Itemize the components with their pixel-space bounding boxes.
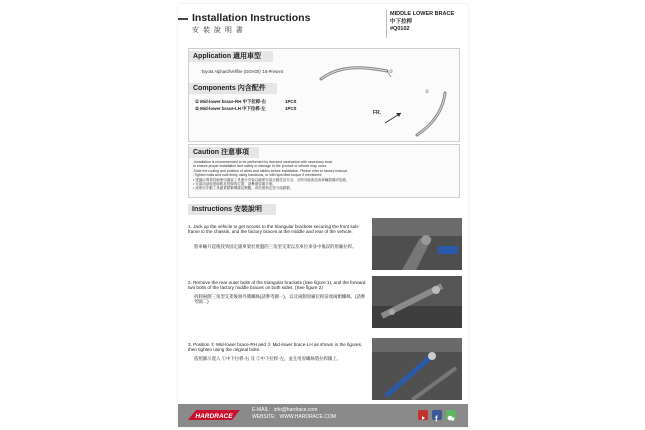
- footer: [178, 404, 468, 427]
- step-3-text: 3. Position ① Mid-lower brace-RH and ② Mid-lower brace-LH as shown in the figures, then tighten using the original bolts.: [188, 342, 363, 353]
- caution-line: • 安裝前請留意線路及管線的位置，請參照原廠手冊。: [193, 182, 276, 187]
- step-2-text-cn: 拆卸兩側三角型支架後端外側螺絲(請參考圖一)，以及兩側原廠拉桿前端兩顆螺絲。(請參考圖二): [194, 294, 366, 305]
- caution-line: to ensure proper installation and safety or damage to the product or vehicle may occur.: [193, 164, 328, 169]
- footer-contact: [252, 407, 336, 421]
- step-2-photo: [372, 276, 462, 328]
- wechat-icon[interactable]: [446, 410, 456, 420]
- step-1-photo: [372, 218, 462, 270]
- footer-email[interactable]: E-MAIL：info@hardrace.com: [252, 407, 318, 413]
- svg-text:f: f: [435, 414, 438, 423]
- component-qty-2: 1PCS: [285, 106, 297, 111]
- instructions-heading: Instructions 安裝說明: [188, 204, 276, 215]
- caution-line: -Note the routing and position of wires and cables before installation. Please refer to factory manual.: [193, 168, 348, 173]
- caution-line: • 建議由專業技師使用適當工具進行安裝以確保安裝正確性及安全，否則可能會造成車輛損傷或危險。: [193, 177, 350, 182]
- caution-text: [193, 160, 455, 191]
- callout-2: ②: [389, 69, 394, 74]
- caution-line: -Installation is recommended to be performed by licensed mechanics with necessary tools: [193, 160, 333, 164]
- product-name: MIDDLE LOWER BRACE: [390, 11, 455, 17]
- part-number: #Q0102: [390, 26, 410, 32]
- application-vehicle: Toyota Alphard/Vellfire (GGH30) '15-Present: [201, 69, 284, 74]
- component-item-2: ② Mid-lower brace-LH 中下拉桿-左: [195, 106, 266, 111]
- step-2-text: 2. Remove the rear outer bolts of the triangular brackets (See figure 1), and the forward two bolts of the factory middle braces on both sides. (See figure 2): [188, 280, 366, 291]
- page-title: Installation Instructions: [192, 12, 311, 24]
- facebook-icon[interactable]: [432, 410, 442, 423]
- youtube-icon[interactable]: [418, 410, 428, 420]
- front-direction-arrow-icon: [383, 109, 405, 127]
- step-3-text-cn: 依照圖示置入 ①中下拉桿-右 及 ②中下拉桿-左，並且用原螺絲將拉桿鎖上。: [194, 356, 342, 361]
- logo-text: HARDRACE: [195, 413, 233, 420]
- page-subtitle: 安 裝 說 明 書: [192, 27, 244, 34]
- step-3-photo: [372, 338, 462, 400]
- step-2-photo-art: [372, 276, 462, 328]
- caution-line: -Tighten bolts and nuts firmly using handtools, or with specified torque if mentioned.: [193, 173, 323, 178]
- header-accent-bar: [178, 18, 188, 20]
- component-qty-1: 1PCS: [285, 99, 297, 104]
- caution-box: [188, 144, 460, 198]
- brace-rh-drawing: [407, 89, 457, 141]
- step-1-text: 1. Jack up the vehicle to get access to the triangular brackets securing the front sub-frame to the chassis, and the factory braces at the middle and rear of the vehicle.: [188, 224, 360, 235]
- components-heading: Components 內含配件: [189, 83, 277, 94]
- header-divider: [386, 10, 387, 38]
- application-components-box: [188, 48, 460, 142]
- fr-label: FR.: [373, 110, 382, 116]
- step-3-photo-art: [372, 338, 462, 400]
- step-1-photo-art: [372, 218, 462, 270]
- caution-heading: Caution 注意事項: [189, 147, 259, 158]
- brace-lh-drawing: [317, 57, 397, 87]
- application-heading: Application 適用車型: [189, 51, 273, 62]
- callout-1: ①: [425, 89, 430, 94]
- hardrace-logo: [186, 408, 242, 422]
- instruction-sheet: [178, 4, 468, 427]
- component-item-1: ① Mid-lower brace-RH 中下拉桿-右: [195, 99, 267, 104]
- step-1-text-cn: 將車輛升起後找到固定副車架於底盤的三角型支架以及車位車身中後段的原廠拉桿。: [194, 244, 357, 249]
- product-name-cn: 中下拉桿: [390, 18, 413, 25]
- product-info: [390, 11, 454, 34]
- footer-website[interactable]: WEBSITE：WWW.HARDRACE.COM: [252, 414, 336, 420]
- caution-line: • 請使用手動工具確實鎖緊螺絲及螺帽，或依照指定扭力值鎖緊。: [193, 186, 294, 191]
